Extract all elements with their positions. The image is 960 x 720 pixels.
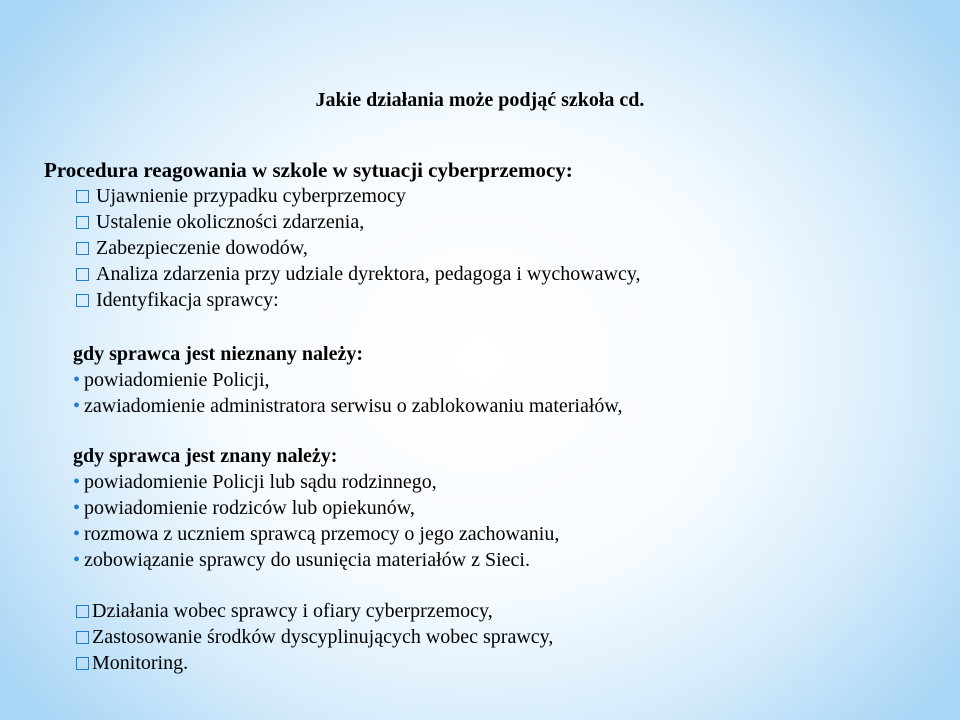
dot-icon: • xyxy=(73,471,81,493)
list-item xyxy=(73,547,559,573)
checkbox-icon xyxy=(76,657,89,670)
dot-icon: • xyxy=(73,523,81,545)
step-text: Identyfikacja sprawcy: xyxy=(96,289,279,311)
list-item xyxy=(73,393,623,419)
list-item xyxy=(76,650,553,676)
item-text: powiadomienie Policji, xyxy=(84,369,270,391)
final-steps-list xyxy=(76,598,553,676)
list-item xyxy=(76,598,553,624)
slide-title: Jakie działania może podjąć szkoła cd. xyxy=(315,89,645,111)
checkbox-icon xyxy=(76,605,89,618)
list-item xyxy=(76,209,641,235)
checkbox-icon xyxy=(76,268,89,281)
dot-icon: • xyxy=(73,369,81,391)
dot-icon: • xyxy=(73,497,81,519)
unknown-perpetrator-list xyxy=(73,367,623,419)
dot-icon: • xyxy=(73,395,81,417)
item-text: zawiadomienie administratora serwisu o zablokowaniu materiałów, xyxy=(84,395,623,417)
item-text: powiadomienie rodziców lub opiekunów, xyxy=(84,497,415,519)
list-item xyxy=(76,261,641,287)
dot-icon: • xyxy=(73,549,81,571)
checkbox-icon xyxy=(76,242,89,255)
list-item xyxy=(76,183,641,209)
step-text: Ujawnienie przypadku cyberprzemocy xyxy=(96,185,406,207)
step-text: Analiza zdarzenia przy udziale dyrektora, pedagoga i wychowawcy, xyxy=(96,263,641,285)
list-item xyxy=(73,495,559,521)
list-item xyxy=(73,469,559,495)
procedure-heading: Procedura reagowania w szkole w sytuacji cyberprzemocy: xyxy=(44,158,573,182)
procedure-steps-list xyxy=(76,183,641,313)
known-perpetrator-list xyxy=(73,469,559,573)
unknown-perpetrator-heading: gdy sprawca jest nieznany należy: xyxy=(73,343,363,365)
list-item xyxy=(76,624,553,650)
step-text: Zabezpieczenie dowodów, xyxy=(96,237,308,259)
checkbox-icon xyxy=(76,190,89,203)
list-item xyxy=(73,521,559,547)
item-text: rozmowa z uczniem sprawcą przemocy o jego zachowaniu, xyxy=(84,523,560,545)
checkbox-icon xyxy=(76,294,89,307)
known-perpetrator-heading: gdy sprawca jest znany należy: xyxy=(73,445,338,467)
item-text: powiadomienie Policji lub sądu rodzinnego, xyxy=(84,471,437,493)
checkbox-icon xyxy=(76,631,89,644)
checkbox-icon xyxy=(76,216,89,229)
step-text: Działania wobec sprawcy i ofiary cyberprzemocy, xyxy=(92,600,493,622)
list-item xyxy=(73,367,623,393)
list-item xyxy=(76,235,641,261)
step-text: Ustalenie okoliczności zdarzenia, xyxy=(96,211,365,233)
step-text: Zastosowanie środków dyscyplinujących wobec sprawcy, xyxy=(92,626,554,648)
step-text: Monitoring. xyxy=(92,652,189,674)
list-item xyxy=(76,287,641,313)
item-text: zobowiązanie sprawcy do usunięcia materiałów z Sieci. xyxy=(84,549,530,571)
